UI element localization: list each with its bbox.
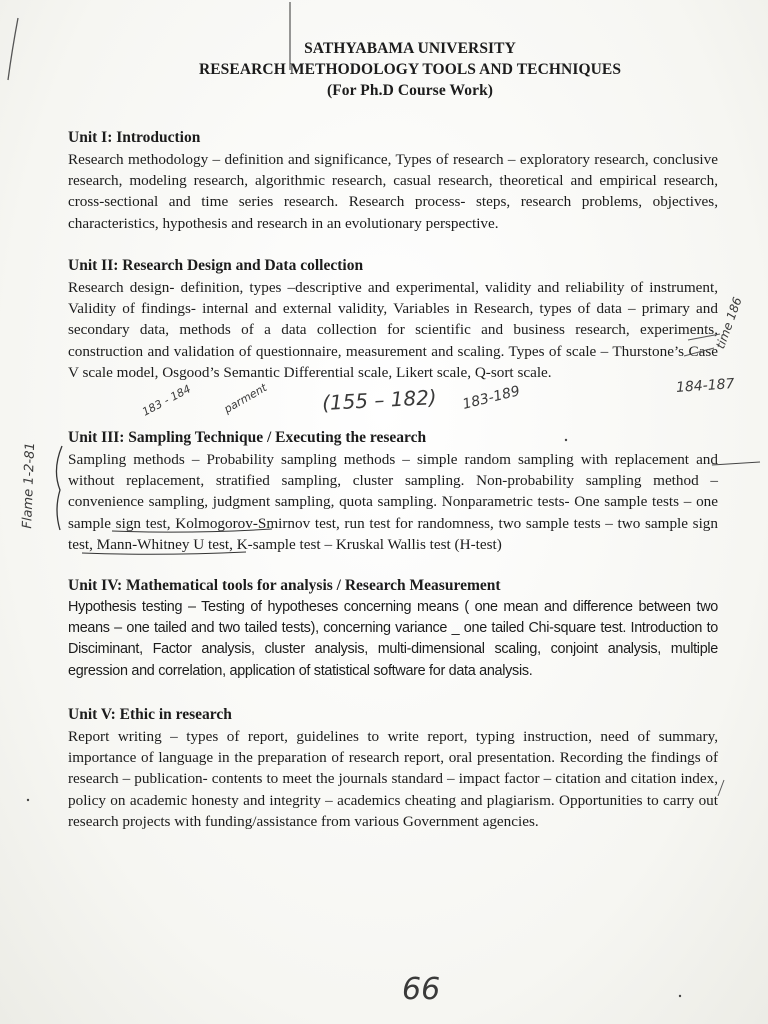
unit-4-section [68, 575, 718, 682]
unit-2-heading: Unit II: Research Design and Data collection [68, 257, 364, 274]
pen-margin-line [712, 462, 760, 465]
unit-5-heading: Unit V: Ethic in research [68, 706, 232, 723]
pen-dot-3 [679, 995, 681, 997]
handwritten-margin-right: time 186 [713, 295, 745, 351]
unit-5-body: Report writing – types of report, guidelines to write report, typing instruction, need of summary, importance of language in the preparation of research report, oral presentation. Recording the findings of research – publication- contents to meet the journals standard – impact factor – citation and citation index, policy on academic honesty and integrity – academics cheating and plagiarism. Opportunities to carry out research projects with funding/assistance from various Government agencies. [68, 728, 718, 830]
document-title: RESEARCH METHODOLOGY TOOLS AND TECHNIQUES [198, 61, 622, 78]
handwritten-note-b: parment [221, 381, 270, 416]
document-subtitle: (For Ph.D Course Work) [326, 82, 494, 99]
unit-4-heading: Unit IV: Mathematical tools for analysis / Research Measurement [68, 577, 501, 594]
unit-4-body: Hypothesis testing – Testing of hypotheses concerning means ( one mean and difference between two means – one tailed and two tailed tests), concerning variance _ one tailed Chi-square test. Introduction to Disciminant, Factor analysis, cluster analysis, multi-dimensional scaling, conjoint analysis, multiple egression and correlation, application of statistical software for data analysis. [68, 599, 718, 679]
handwritten-footer-number: 66 [402, 972, 441, 1007]
handwritten-pages-a: 183-189 [460, 383, 522, 413]
unit-3-heading: Unit III: Sampling Technique / Executing the research [68, 429, 427, 446]
unit-1-section [68, 127, 718, 234]
pen-tick [718, 780, 724, 796]
pen-dot-1 [27, 799, 29, 801]
unit-2-section [68, 255, 718, 383]
handwritten-range: (155 – 182) [321, 385, 438, 415]
unit-1-body: Research methodology – definition and significance, Types of research – exploratory research, conclusive research, modeling research, algorithmic research, casual research, theoretical and empirical research, cross-sectional and time series research. Research process- steps, research problems, objectives, characteristics, hypothesis and research in an evolutionary perspective. [68, 151, 718, 232]
handwritten-margin-left: Flame 1-2-81 [20, 442, 39, 529]
university-name: SATHYABAMA UNIVERSITY [304, 40, 516, 57]
pen-brace-unit-3 [56, 446, 62, 530]
unit-1-heading: Unit I: Introduction [68, 129, 201, 146]
unit-5-section [68, 704, 718, 832]
unit-3-body: Sampling methods – Probability sampling methods – simple random sampling with replacement and without replacement, stratified sampling, cluster sampling. Non-probability sampling method – convenience sampling, judgment sampling, quota sampling. Nonparametric tests- One sample tests – one sample sign test, Kolmogorov-Smirnov test, run test for randomness, two sample tests – two sample sign test, Mann-Whitney U test, K-sample test – Kruskal Wallis test (H-test) [68, 451, 718, 553]
unit-2-body: Research design- definition, types –descriptive and experimental, validity and reliability of instrument, Validity of findings- internal and external validity, Variables in Research, types of data – primary and secondary data, methods of a data collection for scientific and business research, experiments, construction and validation of questionnaire, measurement and scaling. Types of scale – Thurstone’s Case V scale model, Osgood’s Semantic Differential scale, Likert scale, Q-sort scale. [68, 279, 718, 381]
unit-3-section [68, 427, 718, 555]
document-header [0, 38, 768, 101]
handwritten-note-a: 183 - 184 [140, 382, 193, 419]
handwritten-pages-b: 184-187 [675, 375, 735, 397]
